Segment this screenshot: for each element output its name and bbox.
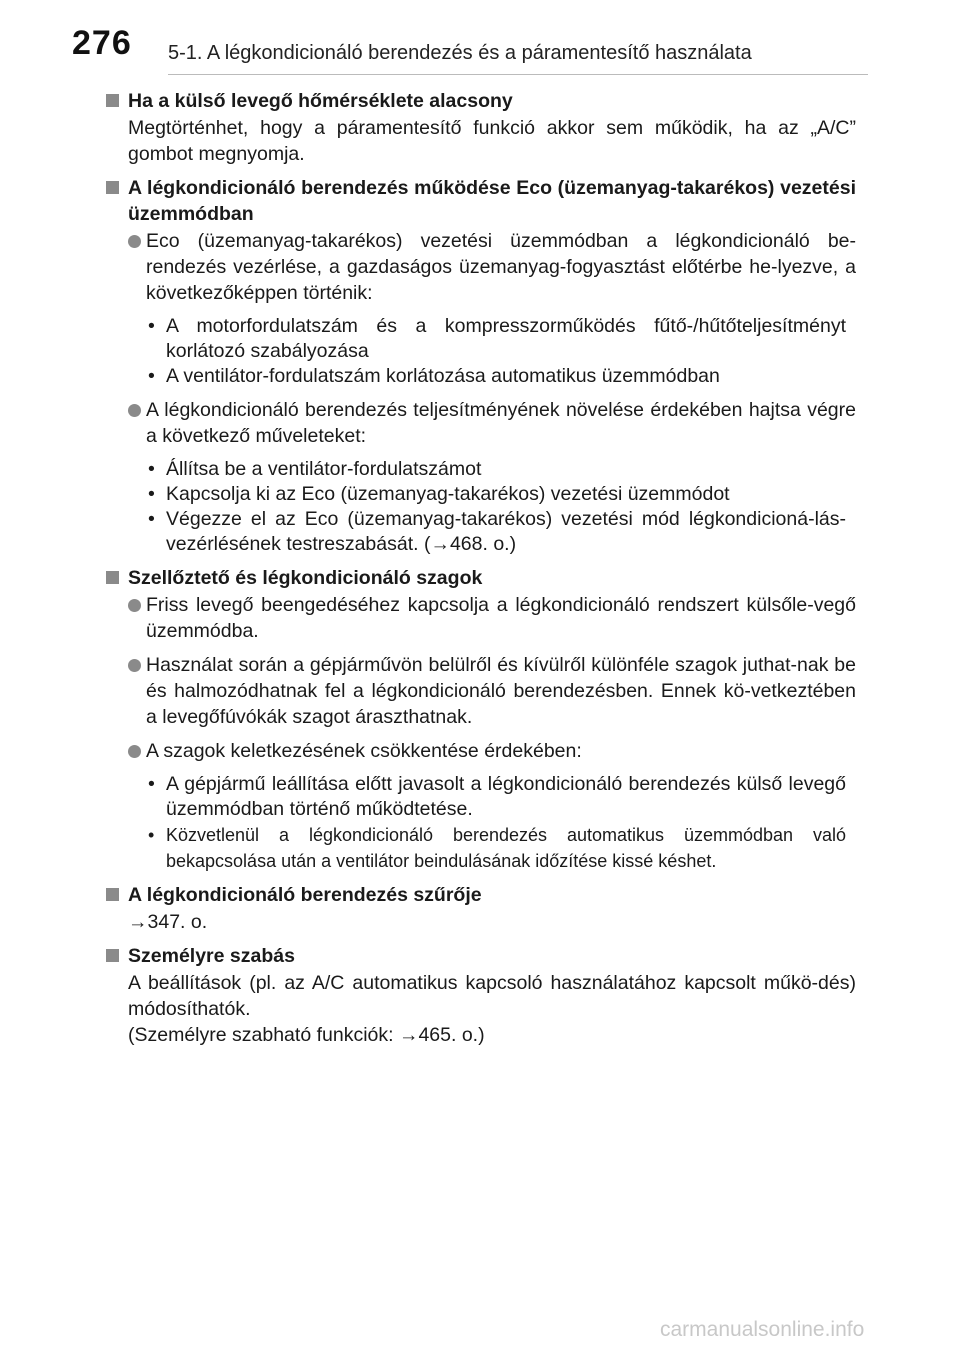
square-bullet-icon: [106, 888, 119, 901]
page-reference: (Személyre szabható funkciók: →465. o.): [128, 1024, 485, 1046]
section-heading: Szellőztető és légkondicionáló szagok: [104, 565, 856, 591]
list-item: A légkondicionáló berendezés teljesítményének növelése érdekében hajtsa végre a következő műveleteket:: [104, 397, 856, 449]
circle-bullet-icon: [128, 599, 141, 612]
bullet-item: • Közvetlenül a légkondicionáló berendezés automatikus üzemmódban való bekapcsolása után a ventilátor beindulásának időzítése kissé késhet.: [146, 822, 846, 874]
header-divider: [168, 74, 868, 75]
section-filter: [104, 882, 856, 935]
circle-bullet-icon: [128, 659, 141, 672]
list-item: Használat során a gépjárművön belülről és kívülről különféle szagok juthat-nak be és halmozódhatnak fel a légkondicionáló berendezésben. Ennek kö-vetkeztében a levegőfúvókák szagot áraszthatnak.: [104, 652, 856, 730]
dot-bullet-icon: •: [148, 508, 155, 530]
bullet-item: • Állítsa be a ventilátor-fordulatszámot: [148, 458, 482, 480]
circle-bullet-icon: [128, 235, 141, 248]
bullet-item: • A ventilátor-fordulatszám korlátozása automatikus üzemmódban: [148, 365, 720, 387]
paragraph: Megtörténhet, hogy a páramentesítő funkció akkor sem működik, ha az „A/C” gombot megnyomja.: [128, 117, 856, 165]
dot-bullet-icon: •: [148, 365, 155, 387]
section-customization: [104, 943, 856, 1048]
bullet-item: • Kapcsolja ki az Eco (üzemanyag-takarékos) vezetési üzemmódot: [148, 483, 730, 505]
section-heading: Személyre szabás: [104, 943, 856, 969]
section-eco-mode: [104, 175, 856, 557]
page-reference: →347. o.: [128, 911, 208, 933]
bullet-item: • A motorfordulatszám és a kompresszorműködés fűtő-/hűtőteljesítményt korlátozó szabályozása: [148, 315, 846, 362]
page-header: [0, 0, 960, 80]
page-content: [104, 88, 856, 1056]
section-odors: [104, 565, 856, 874]
list-item: Eco (üzemanyag-takarékos) vezetési üzemmódban a légkondicionáló be-rendezés vezérlése, a gazdaságos üzemanyag-fogyasztást előtérbe he-lyezve, a következőképpen történik:: [104, 228, 856, 306]
dot-bullet-icon: •: [148, 483, 155, 505]
list-item: Friss levegő beengedéséhez kapcsolja a légkondicionáló rendszert külsőle-vegő üzemmódba.: [104, 592, 856, 644]
section-heading: A légkondicionáló berendezés működése Eco (üzemanyag-takarékos) vezetési üzemmódban: [104, 175, 856, 227]
paragraph: A beállítások (pl. az A/C automatikus kapcsoló használatához kapcsolt műkö-dés) módosíthatók.: [128, 972, 856, 1020]
bullet-list: [146, 457, 856, 557]
square-bullet-icon: [106, 94, 119, 107]
section-low-temperature: [104, 88, 856, 167]
circle-bullet-icon: [128, 745, 141, 758]
square-bullet-icon: [106, 571, 119, 584]
section-title: 5-1. A légkondicionáló berendezés és a páramentesítő használata: [168, 42, 752, 64]
watermark: carmanualsonline.info: [660, 1318, 865, 1341]
dot-bullet-icon: •: [148, 458, 155, 480]
square-bullet-icon: [106, 181, 119, 194]
dot-bullet-icon: •: [148, 825, 155, 845]
list-item: A szagok keletkezésének csökkentése érdekében:: [104, 738, 856, 764]
page-number: 276: [72, 24, 132, 62]
square-bullet-icon: [106, 949, 119, 962]
bullet-list: [146, 772, 856, 874]
circle-bullet-icon: [128, 404, 141, 417]
bullet-list: [146, 314, 856, 389]
section-heading: Ha a külső levegő hőmérséklete alacsony: [104, 88, 856, 114]
dot-bullet-icon: •: [148, 315, 155, 337]
dot-bullet-icon: •: [148, 773, 155, 795]
bullet-item: • Végezze el az Eco (üzemanyag-takarékos) vezetési mód légkondicioná-lás-vezérlésének testreszabását. (→468. o.): [148, 508, 846, 555]
section-heading: A légkondicionáló berendezés szűrője: [104, 882, 856, 908]
bullet-item: • A gépjármű leállítása előtt javasolt a légkondicionáló berendezés külső levegő üzemmódban történő működtetése.: [148, 773, 846, 820]
